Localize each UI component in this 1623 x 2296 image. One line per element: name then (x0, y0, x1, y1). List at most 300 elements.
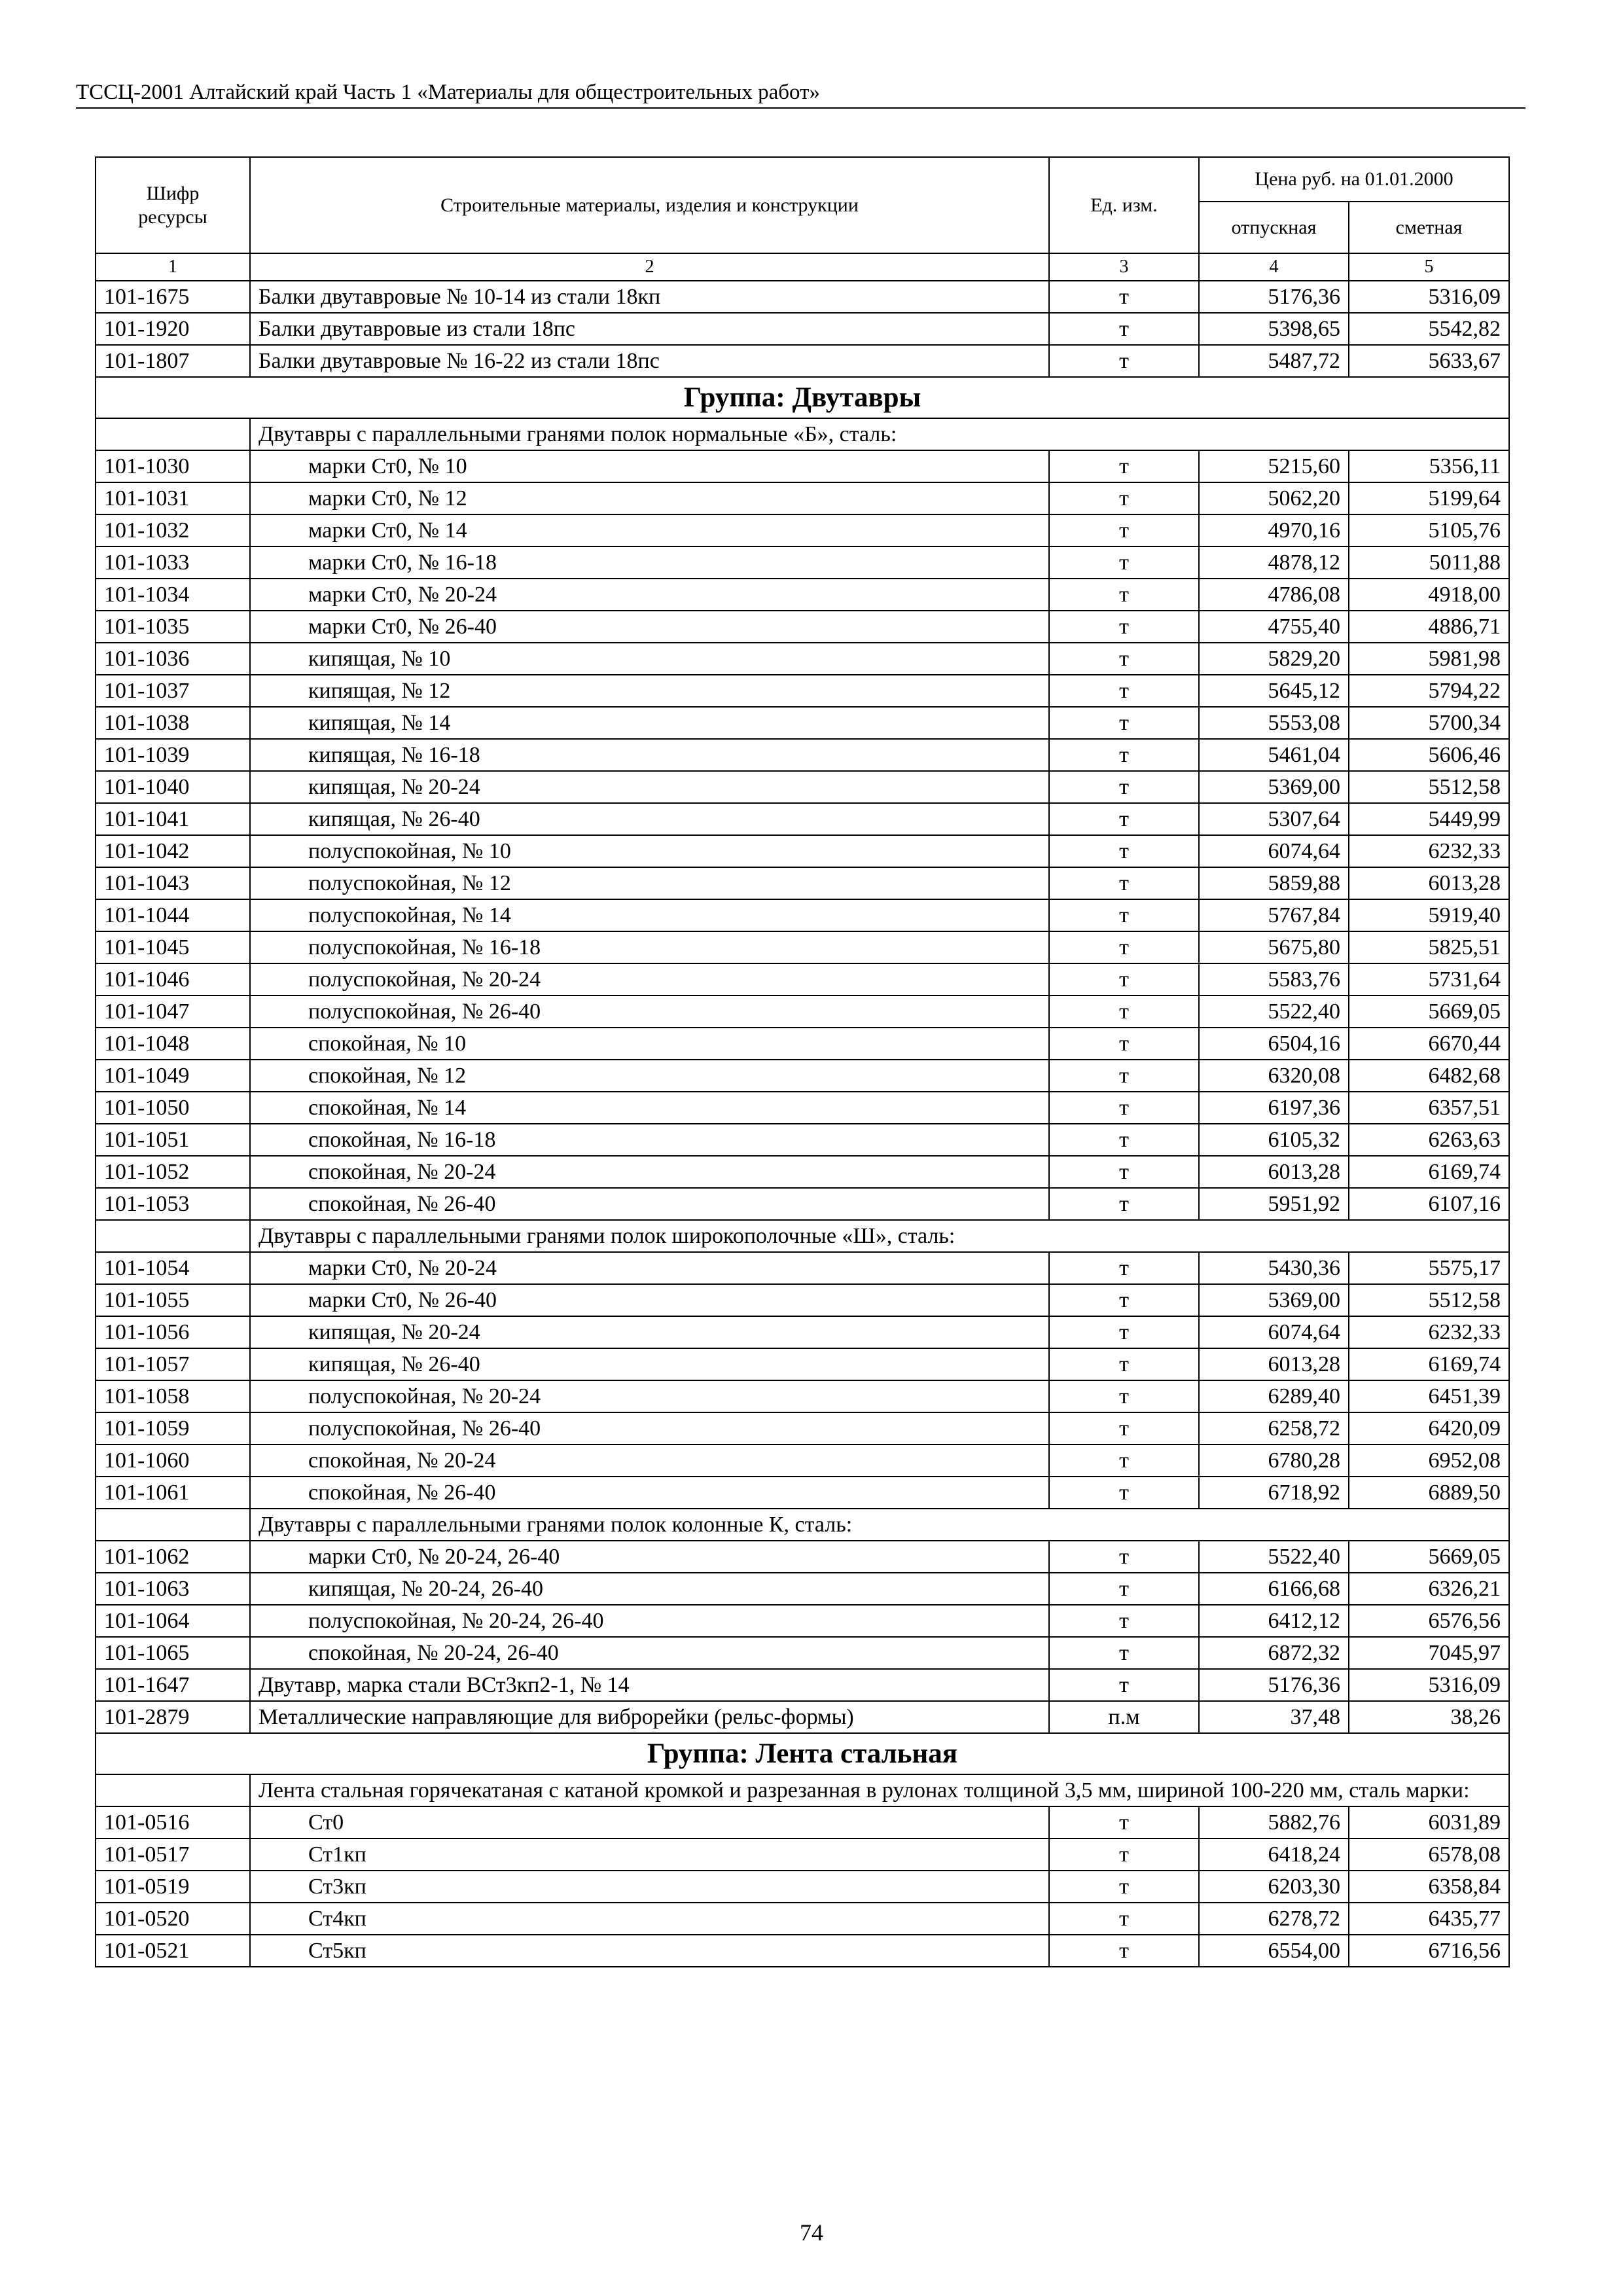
material-name: марки Ст0, № 20-24 (250, 1252, 1049, 1284)
header-code (96, 157, 250, 253)
release-price: 5645,12 (1199, 675, 1349, 707)
unit: т (1049, 1935, 1199, 1967)
unit: т (1049, 1541, 1199, 1573)
resource-code: 101-1807 (96, 345, 250, 377)
table-row (96, 675, 1509, 707)
header-unit-label: Ед. изм. (1090, 194, 1158, 216)
resource-code: 101-1647 (96, 1669, 250, 1701)
unit: т (1049, 835, 1199, 867)
material-name: марки Ст0, № 12 (250, 482, 1049, 514)
material-name: марки Ст0, № 16-18 (250, 547, 1049, 579)
resource-code: 101-1040 (96, 771, 250, 803)
material-name: полуспокойная, № 26-40 (250, 1412, 1049, 1444)
column-number: 4 (1199, 253, 1349, 281)
subgroup-code-cell (96, 1774, 250, 1806)
unit: т (1049, 1124, 1199, 1156)
table-row (96, 899, 1509, 931)
table-row (96, 1156, 1509, 1188)
material-name: Балки двутавровые из стали 18пс (250, 313, 1049, 345)
release-price: 6258,72 (1199, 1412, 1349, 1444)
release-price: 6166,68 (1199, 1573, 1349, 1605)
unit: т (1049, 899, 1199, 931)
unit: т (1049, 1669, 1199, 1701)
table-row (96, 1092, 1509, 1124)
resource-code: 101-1039 (96, 739, 250, 771)
resource-code: 101-1037 (96, 675, 250, 707)
header-name (250, 157, 1049, 253)
unit: т (1049, 1092, 1199, 1124)
unit: т (1049, 1380, 1199, 1412)
column-number: 2 (250, 253, 1049, 281)
unit: т (1049, 675, 1199, 707)
estimate-price: 5316,09 (1349, 1669, 1509, 1701)
subgroup-code-cell (96, 1509, 250, 1541)
table-row (96, 1637, 1509, 1669)
material-name: полуспокойная, № 20-24 (250, 1380, 1049, 1412)
resource-code: 101-1050 (96, 1092, 250, 1124)
unit: т (1049, 313, 1199, 345)
resource-code: 101-1062 (96, 1541, 250, 1573)
release-price: 6872,32 (1199, 1637, 1349, 1669)
unit: т (1049, 281, 1199, 313)
estimate-price: 6013,28 (1349, 867, 1509, 899)
estimate-price: 6716,56 (1349, 1935, 1509, 1967)
unit: т (1049, 450, 1199, 482)
resource-code: 101-1065 (96, 1637, 250, 1669)
table-row (96, 1871, 1509, 1903)
table-row (96, 835, 1509, 867)
unit: т (1049, 579, 1199, 611)
release-price: 5522,40 (1199, 996, 1349, 1028)
table-row (96, 1316, 1509, 1348)
resource-code: 101-1059 (96, 1412, 250, 1444)
estimate-price: 6420,09 (1349, 1412, 1509, 1444)
material-name: спокойная, № 26-40 (250, 1477, 1049, 1509)
table-row (96, 1252, 1509, 1284)
header-price-release (1199, 202, 1349, 253)
price-table (95, 156, 1510, 1967)
unit: т (1049, 643, 1199, 675)
resource-code: 101-1054 (96, 1252, 250, 1284)
resource-code: 101-1056 (96, 1316, 250, 1348)
release-price: 6554,00 (1199, 1935, 1349, 1967)
estimate-price: 6357,51 (1349, 1092, 1509, 1124)
material-name: полуспокойная, № 12 (250, 867, 1049, 899)
resource-code: 101-1044 (96, 899, 250, 931)
material-name: спокойная, № 12 (250, 1060, 1049, 1092)
estimate-price: 5825,51 (1349, 931, 1509, 963)
unit: т (1049, 1903, 1199, 1935)
material-name: полуспокойная, № 14 (250, 899, 1049, 931)
estimate-price: 4918,00 (1349, 579, 1509, 611)
release-price: 5951,92 (1199, 1188, 1349, 1220)
unit: т (1049, 1156, 1199, 1188)
material-name: марки Ст0, № 14 (250, 514, 1049, 547)
table-row (96, 1669, 1509, 1701)
unit: т (1049, 1444, 1199, 1477)
resource-code: 101-1049 (96, 1060, 250, 1092)
release-price: 5675,80 (1199, 931, 1349, 963)
resource-code: 101-1046 (96, 963, 250, 996)
release-price: 5859,88 (1199, 867, 1349, 899)
estimate-price: 5669,05 (1349, 996, 1509, 1028)
release-price: 5369,00 (1199, 771, 1349, 803)
subgroup-code-cell (96, 418, 250, 450)
resource-code: 101-1057 (96, 1348, 250, 1380)
release-price: 6074,64 (1199, 835, 1349, 867)
table-row (96, 450, 1509, 482)
group-heading: Группа: Двутавры (96, 377, 1509, 418)
estimate-price: 6232,33 (1349, 835, 1509, 867)
unit: т (1049, 1477, 1199, 1509)
unit: т (1049, 1316, 1199, 1348)
table-row (96, 345, 1509, 377)
release-price: 5430,36 (1199, 1252, 1349, 1284)
estimate-price: 6169,74 (1349, 1348, 1509, 1380)
release-price: 6013,28 (1199, 1156, 1349, 1188)
release-price: 4786,08 (1199, 579, 1349, 611)
table-row (96, 1412, 1509, 1444)
resource-code: 101-1061 (96, 1477, 250, 1509)
unit: т (1049, 611, 1199, 643)
release-price: 6504,16 (1199, 1028, 1349, 1060)
table-row (96, 803, 1509, 835)
column-number: 1 (96, 253, 250, 281)
material-name: полуспокойная, № 26-40 (250, 996, 1049, 1028)
table-row (96, 996, 1509, 1028)
unit: т (1049, 1839, 1199, 1871)
table-row (96, 643, 1509, 675)
subgroup-heading: Лента стальная горячекатаная с катаной кромкой и разрезанная в рулонах толщиной 3,5 мм, шириной 100-220 мм, сталь марки: (250, 1774, 1509, 1806)
material-name: кипящая, № 12 (250, 675, 1049, 707)
material-name: спокойная, № 16-18 (250, 1124, 1049, 1156)
material-name: кипящая, № 26-40 (250, 1348, 1049, 1380)
release-price: 6718,92 (1199, 1477, 1349, 1509)
unit: т (1049, 514, 1199, 547)
release-price: 6203,30 (1199, 1871, 1349, 1903)
resource-code: 101-1034 (96, 579, 250, 611)
material-name: кипящая, № 10 (250, 643, 1049, 675)
unit: т (1049, 1028, 1199, 1060)
unit: т (1049, 1637, 1199, 1669)
release-price: 5829,20 (1199, 643, 1349, 675)
subgroup-heading-row (96, 1509, 1509, 1541)
release-price: 5215,60 (1199, 450, 1349, 482)
material-name: марки Ст0, № 26-40 (250, 611, 1049, 643)
subgroup-code-cell (96, 1220, 250, 1252)
table-row (96, 1124, 1509, 1156)
resource-code: 101-1036 (96, 643, 250, 675)
running-header: ТССЦ-2001 Алтайский край Часть 1 «Материалы для общестроительных работ» (76, 77, 1525, 109)
table-row (96, 1188, 1509, 1220)
resource-code: 101-1055 (96, 1284, 250, 1316)
release-price: 4755,40 (1199, 611, 1349, 643)
resource-code: 101-1035 (96, 611, 250, 643)
table-row (96, 1284, 1509, 1316)
resource-code: 101-1051 (96, 1124, 250, 1156)
estimate-price: 6358,84 (1349, 1871, 1509, 1903)
estimate-price: 5105,76 (1349, 514, 1509, 547)
unit: т (1049, 1871, 1199, 1903)
table-row (96, 611, 1509, 643)
resource-code: 101-1058 (96, 1380, 250, 1412)
material-name: кипящая, № 20-24, 26-40 (250, 1573, 1049, 1605)
estimate-price: 7045,97 (1349, 1637, 1509, 1669)
material-name: Двутавр, марка стали ВСт3кп2-1, № 14 (250, 1669, 1049, 1701)
header-price-group (1199, 157, 1509, 202)
release-price: 6289,40 (1199, 1380, 1349, 1412)
release-price: 4970,16 (1199, 514, 1349, 547)
table-row (96, 313, 1509, 345)
unit: т (1049, 1348, 1199, 1380)
table-row (96, 1541, 1509, 1573)
estimate-price: 6576,56 (1349, 1605, 1509, 1637)
subgroup-heading: Двутавры с параллельными гранями полок колонные К, сталь: (250, 1509, 1509, 1541)
release-price: 37,48 (1199, 1701, 1349, 1733)
release-price: 5369,00 (1199, 1284, 1349, 1316)
unit: т (1049, 1573, 1199, 1605)
unit: п.м (1049, 1701, 1199, 1733)
release-price: 5487,72 (1199, 345, 1349, 377)
header-price-estimate-label: сметная (1395, 216, 1463, 238)
resource-code: 101-1048 (96, 1028, 250, 1060)
material-name: марки Ст0, № 26-40 (250, 1284, 1049, 1316)
material-name: полуспокойная, № 20-24 (250, 963, 1049, 996)
unit: т (1049, 1060, 1199, 1092)
estimate-price: 5199,64 (1349, 482, 1509, 514)
release-price: 5553,08 (1199, 707, 1349, 739)
release-price: 6418,24 (1199, 1839, 1349, 1871)
material-name: кипящая, № 26-40 (250, 803, 1049, 835)
estimate-price: 4886,71 (1349, 611, 1509, 643)
table-row (96, 1348, 1509, 1380)
release-price: 5307,64 (1199, 803, 1349, 835)
table-row (96, 579, 1509, 611)
table-row (96, 1380, 1509, 1412)
resource-code: 101-0516 (96, 1806, 250, 1839)
table-row (96, 514, 1509, 547)
estimate-price: 6263,63 (1349, 1124, 1509, 1156)
resource-code: 101-0520 (96, 1903, 250, 1935)
header-price-release-label: отпускная (1231, 216, 1317, 238)
resource-code: 101-1060 (96, 1444, 250, 1477)
unit: т (1049, 707, 1199, 739)
estimate-price: 5575,17 (1349, 1252, 1509, 1284)
release-price: 4878,12 (1199, 547, 1349, 579)
table-row (96, 1028, 1509, 1060)
material-name: полуспокойная, № 16-18 (250, 931, 1049, 963)
header-price-estimate (1349, 202, 1509, 253)
estimate-price: 5512,58 (1349, 771, 1509, 803)
estimate-price: 6952,08 (1349, 1444, 1509, 1477)
resource-code: 101-1920 (96, 313, 250, 345)
material-name: спокойная, № 20-24, 26-40 (250, 1637, 1049, 1669)
release-price: 6278,72 (1199, 1903, 1349, 1935)
table-row (96, 482, 1509, 514)
estimate-price: 6482,68 (1349, 1060, 1509, 1092)
estimate-price: 5512,58 (1349, 1284, 1509, 1316)
release-price: 5176,36 (1199, 281, 1349, 313)
material-name: марки Ст0, № 10 (250, 450, 1049, 482)
unit: т (1049, 1605, 1199, 1637)
material-name: кипящая, № 14 (250, 707, 1049, 739)
estimate-price: 5633,67 (1349, 345, 1509, 377)
estimate-price: 6232,33 (1349, 1316, 1509, 1348)
resource-code: 101-1052 (96, 1156, 250, 1188)
table-row (96, 1444, 1509, 1477)
unit: т (1049, 996, 1199, 1028)
estimate-price: 6169,74 (1349, 1156, 1509, 1188)
table-row (96, 739, 1509, 771)
estimate-price: 5700,34 (1349, 707, 1509, 739)
material-name: Ст0 (250, 1806, 1049, 1839)
release-price: 5398,65 (1199, 313, 1349, 345)
resource-code: 101-1047 (96, 996, 250, 1028)
release-price: 6105,32 (1199, 1124, 1349, 1156)
table-body (96, 281, 1509, 1967)
resource-code: 101-1675 (96, 281, 250, 313)
release-price: 6013,28 (1199, 1348, 1349, 1380)
unit: т (1049, 867, 1199, 899)
header-code-label: Шифр ресурсы (138, 182, 207, 228)
table-row (96, 1839, 1509, 1871)
estimate-price: 6435,77 (1349, 1903, 1509, 1935)
table-row (96, 1935, 1509, 1967)
subgroup-heading: Двутавры с параллельными гранями полок нормальные «Б», сталь: (250, 418, 1509, 450)
group-heading-row (96, 377, 1509, 418)
subgroup-heading-row (96, 418, 1509, 450)
material-name: спокойная, № 20-24 (250, 1444, 1049, 1477)
estimate-price: 5794,22 (1349, 675, 1509, 707)
resource-code: 101-1038 (96, 707, 250, 739)
table-row (96, 281, 1509, 313)
table-row (96, 1903, 1509, 1935)
release-price: 5461,04 (1199, 739, 1349, 771)
material-name: марки Ст0, № 20-24, 26-40 (250, 1541, 1049, 1573)
column-number: 5 (1349, 253, 1509, 281)
resource-code: 101-1064 (96, 1605, 250, 1637)
release-price: 5062,20 (1199, 482, 1349, 514)
resource-code: 101-1041 (96, 803, 250, 835)
material-name: спокойная, № 14 (250, 1092, 1049, 1124)
resource-code: 101-1063 (96, 1573, 250, 1605)
estimate-price: 5011,88 (1349, 547, 1509, 579)
estimate-price: 38,26 (1349, 1701, 1509, 1733)
unit: т (1049, 1284, 1199, 1316)
unit: т (1049, 931, 1199, 963)
unit: т (1049, 1252, 1199, 1284)
material-name: полуспокойная, № 10 (250, 835, 1049, 867)
estimate-price: 6670,44 (1349, 1028, 1509, 1060)
table-row (96, 867, 1509, 899)
table-row (96, 547, 1509, 579)
table-row (96, 707, 1509, 739)
unit: т (1049, 1188, 1199, 1220)
release-price: 6780,28 (1199, 1444, 1349, 1477)
unit: т (1049, 345, 1199, 377)
unit: т (1049, 771, 1199, 803)
unit: т (1049, 1412, 1199, 1444)
release-price: 5522,40 (1199, 1541, 1349, 1573)
release-price: 5176,36 (1199, 1669, 1349, 1701)
material-name: спокойная, № 10 (250, 1028, 1049, 1060)
unit: т (1049, 547, 1199, 579)
unit: т (1049, 482, 1199, 514)
estimate-price: 5316,09 (1349, 281, 1509, 313)
table-row (96, 1573, 1509, 1605)
material-name: Ст5кп (250, 1935, 1049, 1967)
header-unit (1049, 157, 1199, 253)
material-name: полуспокойная, № 20-24, 26-40 (250, 1605, 1049, 1637)
header-name-label: Строительные материалы, изделия и конструкции (440, 194, 859, 216)
material-name: кипящая, № 16-18 (250, 739, 1049, 771)
table-row (96, 1060, 1509, 1092)
resource-code: 101-1042 (96, 835, 250, 867)
release-price: 6320,08 (1199, 1060, 1349, 1092)
estimate-price: 6031,89 (1349, 1806, 1509, 1839)
release-price: 6197,36 (1199, 1092, 1349, 1124)
material-name: спокойная, № 26-40 (250, 1188, 1049, 1220)
subgroup-heading-row (96, 1220, 1509, 1252)
subgroup-heading: Двутавры с параллельными гранями полок широкополочные «Ш», сталь: (250, 1220, 1509, 1252)
estimate-price: 5731,64 (1349, 963, 1509, 996)
table-row (96, 771, 1509, 803)
resource-code: 101-1033 (96, 547, 250, 579)
release-price: 6074,64 (1199, 1316, 1349, 1348)
release-price: 5882,76 (1199, 1806, 1349, 1839)
estimate-price: 5542,82 (1349, 313, 1509, 345)
table-row (96, 931, 1509, 963)
resource-code: 101-1032 (96, 514, 250, 547)
resource-code: 101-0521 (96, 1935, 250, 1967)
material-name: Балки двутавровые № 10-14 из стали 18кп (250, 281, 1049, 313)
resource-code: 101-1053 (96, 1188, 250, 1220)
resource-code: 101-1031 (96, 482, 250, 514)
release-price: 5583,76 (1199, 963, 1349, 996)
subgroup-heading-row (96, 1774, 1509, 1806)
resource-code: 101-2879 (96, 1701, 250, 1733)
resource-code: 101-1045 (96, 931, 250, 963)
estimate-price: 6889,50 (1349, 1477, 1509, 1509)
unit: т (1049, 1806, 1199, 1839)
table-row (96, 1477, 1509, 1509)
table-row (96, 1806, 1509, 1839)
estimate-price: 6451,39 (1349, 1380, 1509, 1412)
estimate-price: 5981,98 (1349, 643, 1509, 675)
estimate-price: 5606,46 (1349, 739, 1509, 771)
unit: т (1049, 963, 1199, 996)
estimate-price: 6578,08 (1349, 1839, 1509, 1871)
resource-code: 101-0519 (96, 1871, 250, 1903)
column-number: 3 (1049, 253, 1199, 281)
unit: т (1049, 803, 1199, 835)
group-heading-row (96, 1733, 1509, 1774)
material-name: спокойная, № 20-24 (250, 1156, 1049, 1188)
estimate-price: 5449,99 (1349, 803, 1509, 835)
estimate-price: 5669,05 (1349, 1541, 1509, 1573)
unit: т (1049, 739, 1199, 771)
estimate-price: 5919,40 (1349, 899, 1509, 931)
material-name: Металлические направляющие для виброрейки (рельс-формы) (250, 1701, 1049, 1733)
release-price: 6412,12 (1199, 1605, 1349, 1637)
material-name: Ст3кп (250, 1871, 1049, 1903)
material-name: кипящая, № 20-24 (250, 771, 1049, 803)
table-row (96, 963, 1509, 996)
group-heading: Группа: Лента стальная (96, 1733, 1509, 1774)
page-number: 74 (800, 2219, 823, 2246)
material-name: Балки двутавровые № 16-22 из стали 18пс (250, 345, 1049, 377)
material-name: кипящая, № 20-24 (250, 1316, 1049, 1348)
